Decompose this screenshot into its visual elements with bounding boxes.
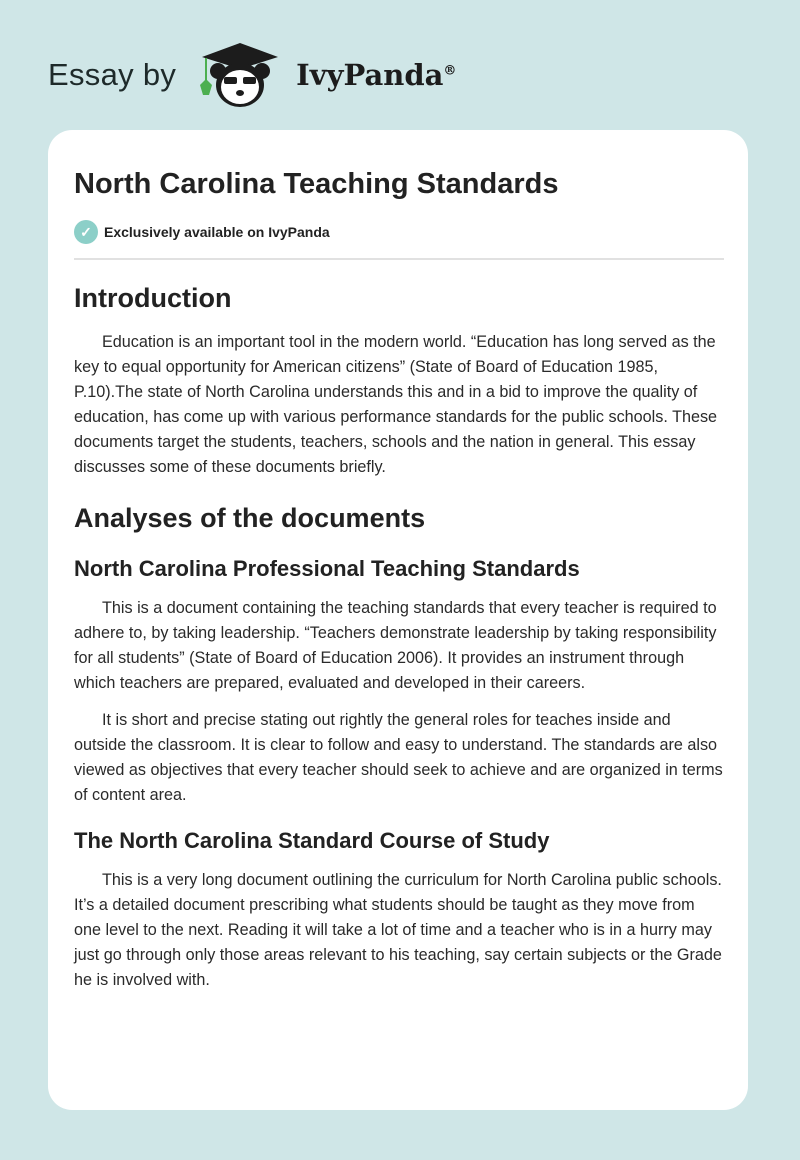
- subsection-heading: North Carolina Professional Teaching Standards: [74, 556, 580, 581]
- ivypanda-logo-icon: [194, 41, 286, 109]
- subsection-heading: The North Carolina Standard Course of Study: [74, 828, 550, 853]
- paragraph: This is a document containing the teaching standards that every teacher is required to adhere to, by taking leadership. “Teachers demonstrate leadership by taking responsibility for all students” (State of Board of Education 2006). It provides an instrument through which teachers are prepared, evaluated and developed in their careers.: [74, 599, 717, 692]
- exclusive-badge: [74, 220, 724, 244]
- divider: [74, 258, 724, 260]
- essay-card: [48, 130, 748, 1110]
- paragraph: This is a very long document outlining the curriculum for North Carolina public schools. It’s a detailed document prescribing what students should be taught as they move from one level to the next. Reading it will take a lot of time and a teacher who is in a hurry may just go through only those areas relevant to his teaching, say certain subjects or the Grade he is involved with.: [74, 871, 722, 989]
- section-heading: Analyses of the documents: [74, 503, 426, 533]
- paragraph: It is short and precise stating out rightly the general roles for teaches inside and outside the classroom. It is clear to follow and easy to understand. The standards are also viewed as objectives that every teacher should seek to achieve and are organized in terms of content area.: [74, 711, 723, 804]
- paragraph: Education is an important tool in the modern world. “Education has long served as the key to equal opportunity for American citizens” (State of Board of Education 1985, P.10).The state of North Carolina understands this and in a bid to improve the quality of education, has come up with various performance standards for the public schools. These documents target the students, teachers, schools and the nation in general. This essay discusses some of these documents briefly.: [74, 333, 718, 476]
- essay-by-label: Essay by: [48, 57, 177, 92]
- section-heading: Introduction: [74, 283, 232, 313]
- check-icon: ✓: [74, 220, 98, 244]
- badge-label: Exclusively available on IvyPanda: [104, 224, 330, 240]
- page-title: North Carolina Teaching Standards: [74, 168, 559, 200]
- ivypanda-wordmark: IvyPanda®: [296, 58, 457, 92]
- brand-header: [48, 40, 456, 110]
